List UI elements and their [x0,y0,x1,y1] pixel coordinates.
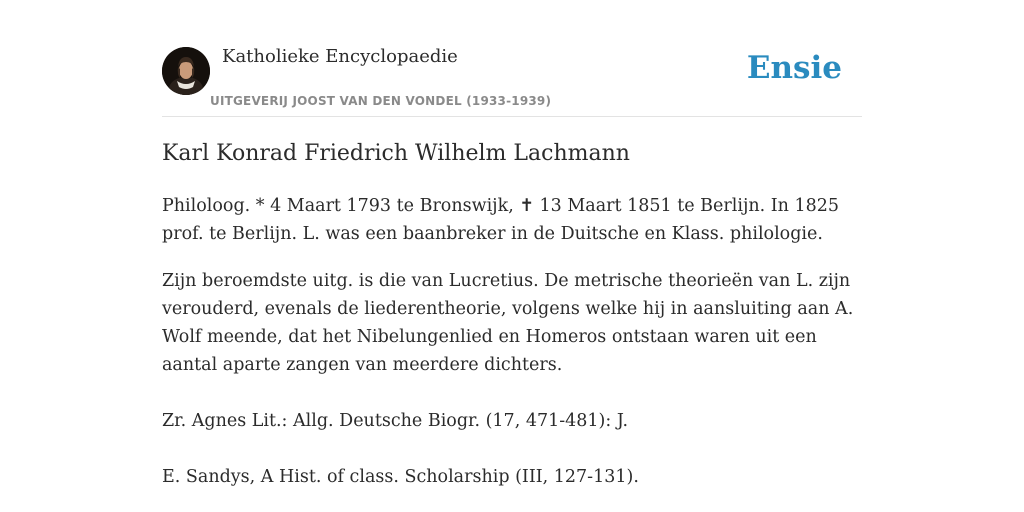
publication-title[interactable]: Katholieke Encyclopaedie [222,46,458,67]
brand-logo-link[interactable]: Ensie [746,50,842,86]
article-paragraph: Zr. Agnes Lit.: Allg. Deutsche Biogr. (17, 471-481): J. [162,411,629,431]
article [162,138,864,510]
portrait-avatar-icon[interactable] [162,47,210,95]
publisher-subtitle: UITGEVERIJ JOOST VAN DEN VONDEL (1933-1939) [210,94,552,108]
paragraph-spacer [162,454,864,463]
header [162,44,862,117]
paragraph-spacer [162,398,864,407]
article-paragraph: Philoloog. * 4 Maart 1793 te Bronswijk, ✝ 13 Maart 1851 te Berlijn. In 1825 prof. te Berlijn. L. was een baanbreker in de Duitsche en Klass. philologie. [162,196,840,244]
article-title: Karl Konrad Friedrich Wilhelm Lachmann [162,141,630,166]
article-paragraph: E. Sandys, A Hist. of class. Scholarship (III, 127-131). [162,467,639,487]
article-paragraph: Zijn beroemdste uitg. is die van Lucretius. De metrische theorieën van L. zijn verouderd, evenals de liederentheorie, volgens welke hij in aansluiting aan A. Wolf meende, dat het Nibelungenlied en Homeros ontstaan waren uit een aantal aparte zangen van meerdere dichters. [162,271,854,375]
